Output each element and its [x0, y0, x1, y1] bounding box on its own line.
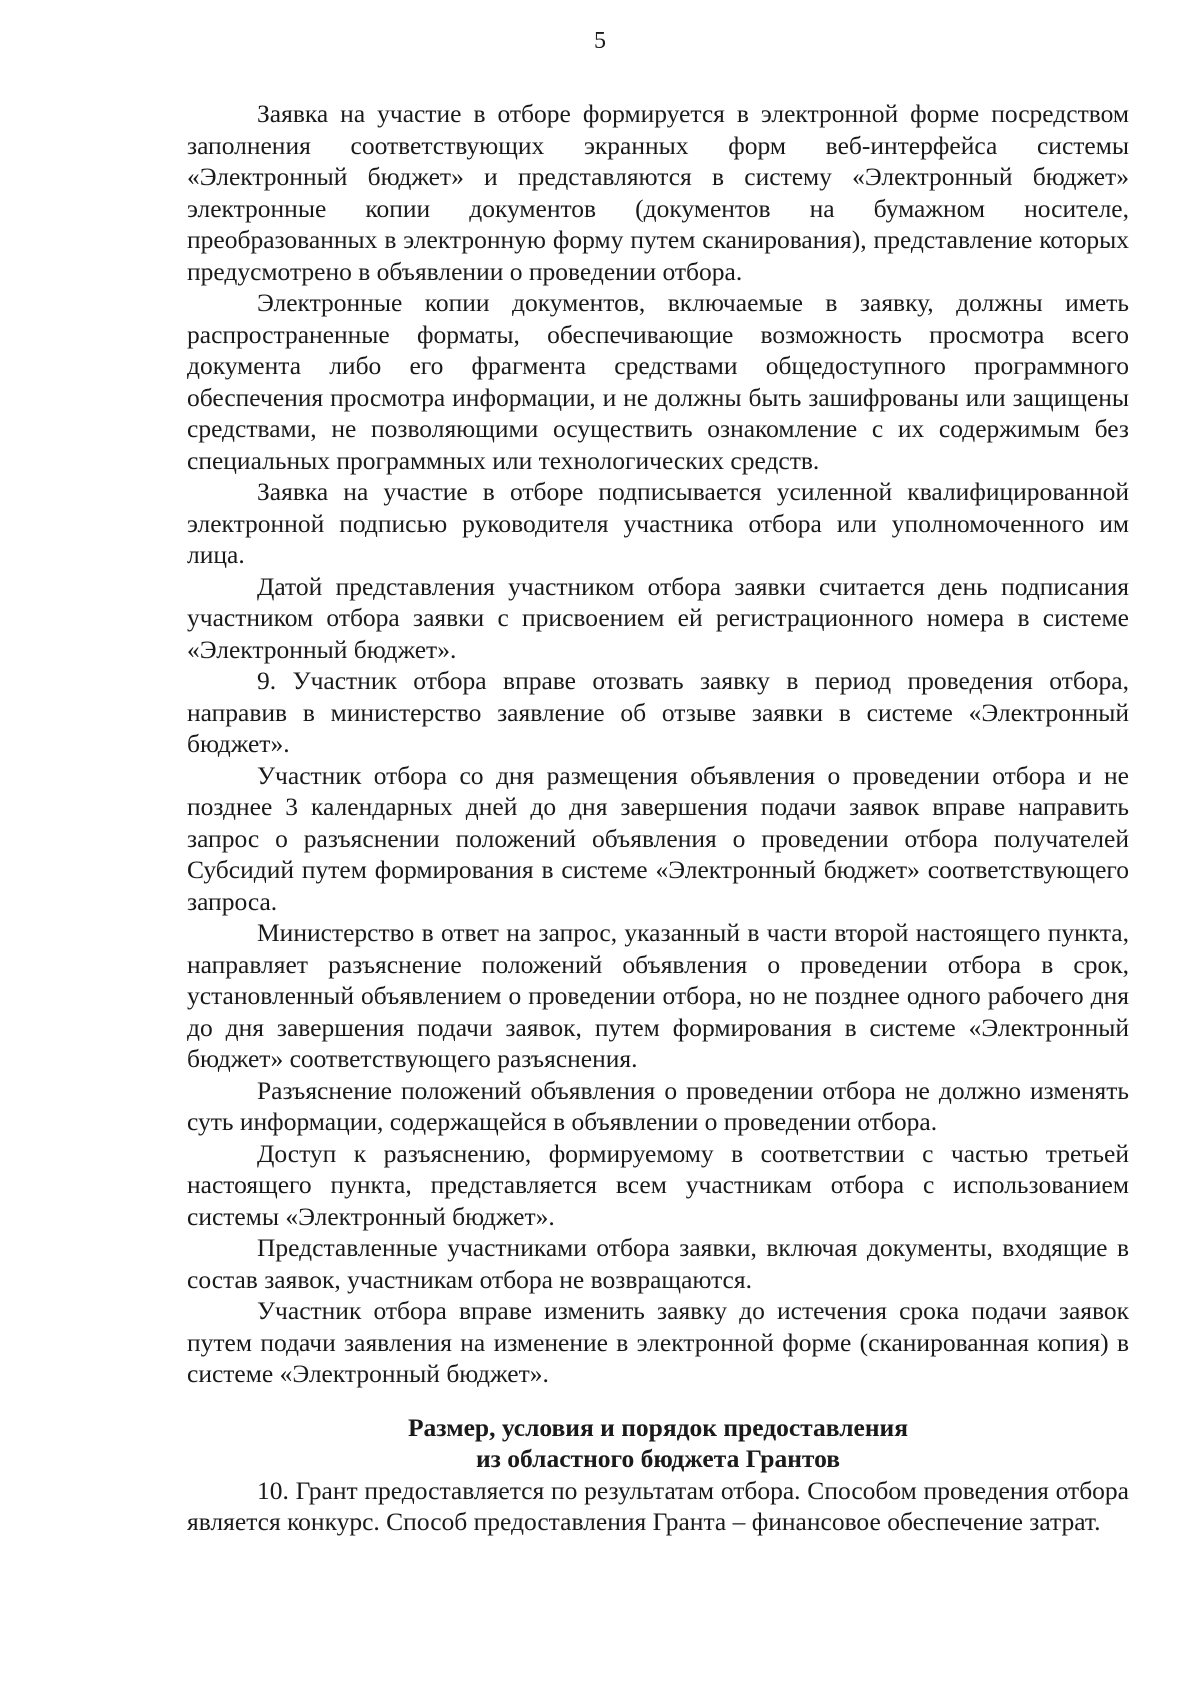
paragraph-8: Разъяснение положений объявления о проведении отбора не должно изменять суть информации, содержащейся в объявлении о проведении отбора. — [187, 1075, 1129, 1136]
section-heading — [187, 1412, 1129, 1475]
paragraph-3: Заявка на участие в отборе подписывается усиленной квалифицированной электронной подписью руководителя участника отбора или уполномоченного им лица. — [187, 477, 1129, 569]
section-heading-line-1: Размер, условия и порядок предоставления — [407, 1412, 909, 1442]
paragraph-2: Электронные копии документов, включаемые в заявку, должны иметь распространенные форматы, обеспечивающие возможность просмотра всего документа либо его фрагмента средствами общедоступного программного обеспечения просмотра информации, и не должны быть зашифрованы или защищены средствами, не позволяющими осуществить ознакомление с их содержимым без специальных программных или технологических средств. — [187, 288, 1129, 475]
paragraph-6: Участник отбора со дня размещения объявления о проведении отбора и не позднее 3 календарных дней до дня завершения подачи заявок вправе направить запрос о разъяснении положений объявления о проведении отбора получателей Субсидий путем формирования в системе «Электронный бюджет» соответствующего запроса. — [187, 760, 1129, 916]
paragraph-11: Участник отбора вправе изменить заявку до истечения срока подачи заявок путем подачи заявления на изменение в электронной форме (сканированная копия) в системе «Электронный бюджет». — [187, 1296, 1129, 1388]
page-number: 5 — [594, 28, 606, 54]
paragraph-9: Доступ к разъяснению, формируемому в соответствии с частью третьей настоящего пункта, представляется всем участникам отбора с использованием системы «Электронный бюджет». — [187, 1138, 1129, 1231]
paragraph-12: 10. Грант предоставляется по результатам отбора. Способом проведения отбора является конкурс. Способ предоставления Гранта – финансовое обеспечение затрат. — [187, 1475, 1129, 1536]
paragraph-7: Министерство в ответ на запрос, указанный в части второй настоящего пункта, направляет разъяснение положений объявления о проведении отбора в срок, установленный объявлением о проведении отбора, но не позднее одного рабочего дня до дня завершения подачи заявок, путем формирования в системе «Электронный бюджет» соответствующего разъяснения. — [187, 918, 1129, 1073]
document-body — [187, 98, 1129, 1538]
paragraph-1: Заявка на участие в отборе формируется в электронной форме посредством заполнения соответствующих экранных форм веб-интерфейса системы «Электронный бюджет» и представляются в систему «Электронный бюджет» электронные копии документов (документов на бумажном носителе, преобразованных в электронную форму путем сканирования), представление которых предусмотрено в объявлении о проведении отбора. — [187, 99, 1129, 286]
paragraph-5: 9. Участник отбора вправе отозвать заявку в период проведения отбора, направив в министерство заявление об отзыве заявки в системе «Электронный бюджет». — [187, 666, 1129, 758]
section-heading-line-2: из областного бюджета Грантов — [475, 1444, 841, 1473]
paragraph-4: Датой представления участником отбора заявки считается день подписания участником отбора заявки с присвоением ей регистрационного номера в системе «Электронный бюджет». — [187, 571, 1129, 664]
paragraph-10: Представленные участниками отбора заявки, включая документы, входящие в состав заявок, участникам отбора не возвращаются. — [187, 1233, 1129, 1294]
